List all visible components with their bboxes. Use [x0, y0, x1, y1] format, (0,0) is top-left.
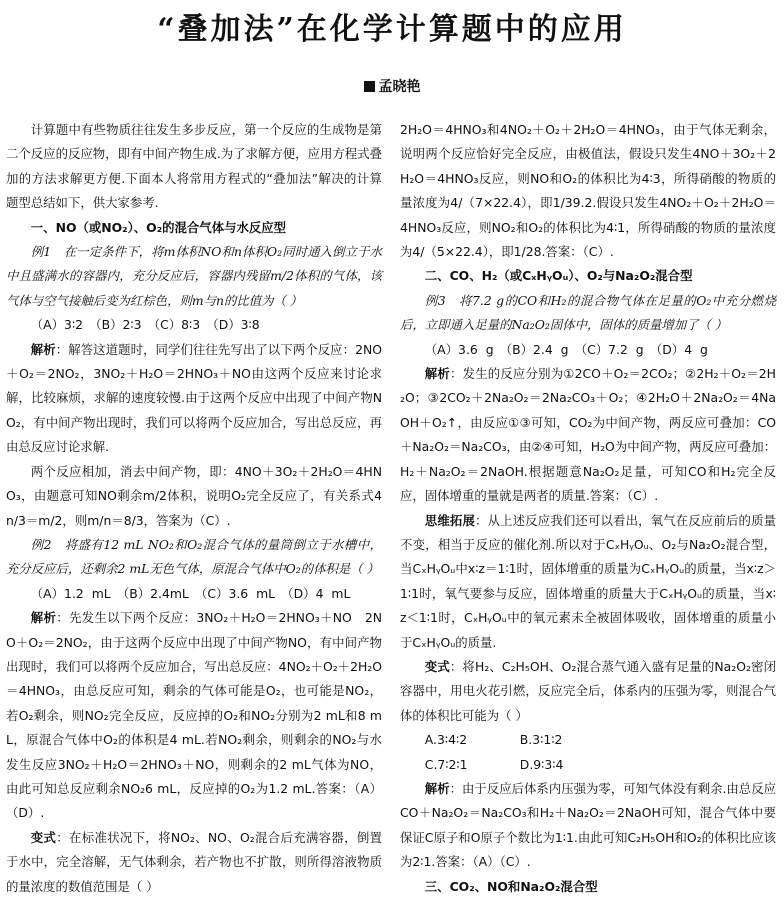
option-a: A.3∶4∶2 [424, 732, 468, 748]
extension-label: 思维拓展 [424, 512, 475, 528]
example-2 [6, 533, 382, 582]
example-3 [400, 289, 776, 338]
left-column [6, 118, 382, 899]
section-heading-1: 一、NO（或NO₂）、O₂的混合气体与水反应型 [30, 219, 287, 235]
continued-analysis: 2H₂O＝4HNO₃和4NO₂＋O₂＋2H₂O＝4HNO₃，由于气体无剩余，说明两个反应恰好完全反应，由极值法，假设只发生4NO＋3O₂＋2H₂O＝4HNO₃反应，则NO和O₂的体积比为4∶3，所得硝酸的物质的量浓度为4/（7×22.4），即1/39.2.假设只发生4NO₂＋O₂＋2H₂O＝4HNO₃反应，则NO₂和O₂的体积比为4∶1，所得硝酸的物质的量浓度为4/（5×22.4），即1/28.答案：（C）. [400, 122, 776, 260]
variant-2: 变式：将H₂、C₂H₅OH、O₂混合蒸气通入盛有足量的Na₂O₂密闭容器中，用电火花引燃，反应完全后，体系内的压强为零，则混合气体的体积比可能为（ ） [400, 658, 777, 723]
analysis-1: 解析：解答这道题时，同学们往往先写出了以下两个反应：2NO＋O₂＝2NO₂，3NO₂＋H₂O＝2HNO₃＋NO由这两个反应来讨论求解，比较麻烦，求解的速度较慢.由于这两个反应中出现了中间产物NO₂，有中间产物出现时，我们可以将两个反应加合，写出总反应，再由总反应讨论求解. [6, 341, 383, 455]
example-1-options: （A）3∶2 （B）2∶3 （C）8∶3 （D）3∶8 [30, 317, 260, 333]
variant-2-options [400, 728, 776, 777]
variant-1: 变式：在标准状况下，将NO₂、NO、O₂混合后充满容器，倒置于水中，完全溶解，无气体剩余，若产物也不扩散，则所得溶液物质的量浓度的数值范围是（ ） [6, 829, 383, 894]
section-heading-3: 三、CO₂、NO和Na₂O₂混合型 [424, 878, 598, 894]
square-bullet-icon [364, 81, 375, 92]
example-2-options: （A）1.2 mL （B）2.4mL （C）3.6 mL （D）4 mL [30, 585, 351, 601]
example-1 [6, 240, 382, 313]
analysis-3-text: 发生的反应分别为①2CO＋O₂＝2CO₂；②2H₂＋O₂＝2H₂O；③2CO₂＋2Na₂O₂＝2Na₂CO₃＋O₂；④2H₂O＋2Na₂O₂＝4NaOH＋O₂↑，由反应①③可知，CO₂为中间产物，两反应可叠加：CO＋Na₂O₂＝Na₂CO₃，由②④可知，H₂O为中间产物，两反应可叠加：H₂＋Na₂O₂＝2NaOH.根据题意Na₂O₂足量，可知CO和H₂完全反应，固体增重的量就是两者的质量.答案：（C）. [400, 366, 777, 504]
option-d: D.9∶3∶4 [519, 756, 564, 772]
author-line [0, 78, 784, 96]
intro-paragraph: 计算题中有些物质往往发生多步反应，第一个反应的生成物是第二个反应的反应物，即有中间产物生成.为了求解方便，应用方程式叠加的方法求解更方便.下面本人将常用方程式的“叠加法”解决的计算题型总结如下，供大家参考. [6, 122, 382, 211]
section-heading-2: 二、CO、H₂（或CₓHᵧOᵤ）、O₂与Na₂O₂混合型 [424, 268, 693, 284]
example-2-label: 例2 [30, 536, 52, 552]
example-3-label: 例3 [424, 292, 446, 308]
variant-2-text: 将H₂、C₂H₅OH、O₂混合蒸气通入盛有足量的Na₂O₂密闭容器中，用电火花引燃，反应完全后，体系内的压强为零，则混合气体的体积比可能为（ ） [400, 658, 777, 723]
analysis-2-text: 先发生以下两个反应：3NO₂＋H₂O＝2HNO₃＋NO 2NO＋O₂＝2NO₂，由于这两个反应中出现了中间产物NO，有中间产物出现时，我们可以将两个反应加合，写出总反应：4NO₂＋O₂＋2H₂O＝4HNO₃，由总反应可知，剩余的气体可能是O₂，也可能是NO₂，若O₂剩余，则NO₂完全反应，反应掉的O₂和NO₂分别为2 mL和8 mL，原混合气体中O₂的体积是4 mL.若NO₂剩余，则剩余的NO₂与水发生反应3NO₂＋H₂O＝2HNO₃＋NO，则剩余的2 mL气体为NO，由此可知总反应剩余NO₂6 mL，反应掉的O₂为1.2 mL.答案：（A）（D）. [6, 610, 383, 821]
analysis-1-label: 解析 [30, 341, 56, 357]
variant-1-label: 变式 [30, 829, 57, 845]
option-b: B.3∶1∶2 [519, 732, 563, 748]
analysis-2: 解析：先发生以下两个反应：3NO₂＋H₂O＝2HNO₃＋NO 2NO＋O₂＝2NO₂，由于这两个反应中出现了中间产物NO，有中间产物出现时，我们可以将两个反应加合，写出总反应：4NO₂＋O₂＋2H₂O＝4HNO₃，由总反应可知，剩余的气体可能是O₂，也可能是NO₂，若O₂剩余，则NO₂完全反应，反应掉的O₂和NO₂分别为2 mL和8 mL，原混合气体中O₂的体积是4 mL.若NO₂剩余，则剩余的NO₂与水发生反应3NO₂＋H₂O＝2HNO₃＋NO，则剩余的2 mL气体为NO，由此可知总反应剩余NO₂6 mL，反应掉的O₂为1.2 mL.答案：（A）（D）. [6, 610, 383, 821]
analysis-1-continued: 两个反应相加，消去中间产物，即：4NO＋3O₂＋2H₂O＝4HNO₃，由题意可知NO剩余m/2体积，说明O₂完全反应了，有关系式4n/3＝m/2，则m/n＝8/3，答案为（C）. [6, 463, 382, 528]
analysis-4: 解析：由于反应后体系内压强为零，可知气体没有剩余.由总反应CO＋Na₂O₂＝Na₂CO₃和H₂＋Na₂O₂＝2NaOH可知，混合气体中要保证C原子和O原子个数比为1∶1.由此可知C₂H₅OH和O₂的体积比应该为2∶1.答案：（A）（C）. [400, 780, 776, 870]
example-3-options: （A）3.6 g （B）2.4 g （C）7.2 g （D）4 g [424, 341, 708, 357]
analysis-1-text: 解答这道题时，同学们往往先写出了以下两个反应：2NO＋O₂＝2NO₂，3NO₂＋H₂O＝2HNO₃＋NO由这两个反应来讨论求解，比较麻烦，求解的速度较慢.由于这两个反应中出现了中间产物NO₂，有中间产物出现时，我们可以将两个反应加合，写出总反应，再由总反应讨论求解. [6, 341, 383, 455]
analysis-4-label: 解析 [424, 780, 450, 796]
extension-paragraph: 思维拓展：从上述反应我们还可以看出，氧气在反应前后的质量不变，相当于反应的催化剂.所以对于CₓHᵧOᵤ、O₂与Na₂O₂混合型，当CₓHᵧOᵤ中x∶z＝1∶1时，固体增重的质量为CₓHᵧOᵤ的质量，当x∶z＞1∶1时，氧气要参与反应，固体增重的质量大于CₓHᵧOᵤ的质量，当x∶z＜1∶1时，CₓHᵧOᵤ中的氧元素未全被固体吸收，固体增重的质量小于CₓHᵧOᵤ的质量. [400, 512, 777, 650]
example-1-text: 在一定条件下，将m体积NO和n体积O₂同时通入倒立于水中且盛满水的容器内，充分反应后，容器内残留m/2体积的气体，该气体与空气接触后变为红棕色，则m与n的比值为（ ） [6, 244, 383, 308]
example-3-text: 将7.2 g的CO和H₂的混合物气体在足量的O₂中充分燃烧后，立即通入足量的Na₂O₂固体中，固体的质量增加了（ ） [400, 292, 776, 333]
right-column [400, 118, 776, 899]
analysis-4-text: 由于反应后体系内压强为零，可知气体没有剩余.由总反应CO＋Na₂O₂＝Na₂CO₃和H₂＋Na₂O₂＝2NaOH可知，混合气体中要保证C原子和O原子个数比为1∶1.由此可知C₂H₅OH和O₂的体积比应该为2∶1.答案：（A）（C）. [400, 780, 776, 870]
option-c: C.7∶2∶1 [424, 756, 468, 772]
author-name: 孟晓艳 [378, 79, 421, 95]
variant-2-label: 变式 [424, 658, 450, 674]
analysis-3-label: 解析 [424, 366, 450, 382]
article-title: “叠加法”在化学计算题中的应用 [157, 12, 627, 47]
extension-text: 从上述反应我们还可以看出，氧气在反应前后的质量不变，相当于反应的催化剂.所以对于CₓHᵧOᵤ、O₂与Na₂O₂混合型，当CₓHᵧOᵤ中x∶z＝1∶1时，固体增重的质量为CₓHᵧOᵤ的质量，当x∶z＞1∶1时，氧气要参与反应，固体增重的质量大于CₓHᵧOᵤ的质量，当x∶z＜1∶1时，CₓHᵧOᵤ中的氧元素未全被固体吸收，固体增重的质量小于CₓHᵧOᵤ的质量. [400, 512, 777, 650]
example-1-label: 例1 [30, 244, 52, 260]
variant-1-text: 在标准状况下，将NO₂、NO、O₂混合后充满容器，倒置于水中，完全溶解，无气体剩余，若产物也不扩散，则所得溶液物质的量浓度的数值范围是（ ） [6, 829, 383, 894]
example-2-text: 将盛有12 mL NO₂和O₂混合气体的量筒倒立于水槽中，充分反应后，还剩余2 mL无色气体，原混合气体中O₂的体积是（ ） [6, 536, 383, 577]
analysis-3: 解析：发生的反应分别为①2CO＋O₂＝2CO₂；②2H₂＋O₂＝2H₂O；③2CO₂＋2Na₂O₂＝2Na₂CO₃＋O₂；④2H₂O＋2Na₂O₂＝4NaOH＋O₂↑，由反应①③可知，CO₂为中间产物，两反应可叠加：CO＋Na₂O₂＝Na₂CO₃，由②④可知，H₂O为中间产物，两反应可叠加：H₂＋Na₂O₂＝2NaOH.根据题意Na₂O₂足量，可知CO和H₂完全反应，固体增重的量就是两者的质量.答案：（C）. [400, 366, 777, 504]
analysis-2-label: 解析 [30, 610, 57, 626]
